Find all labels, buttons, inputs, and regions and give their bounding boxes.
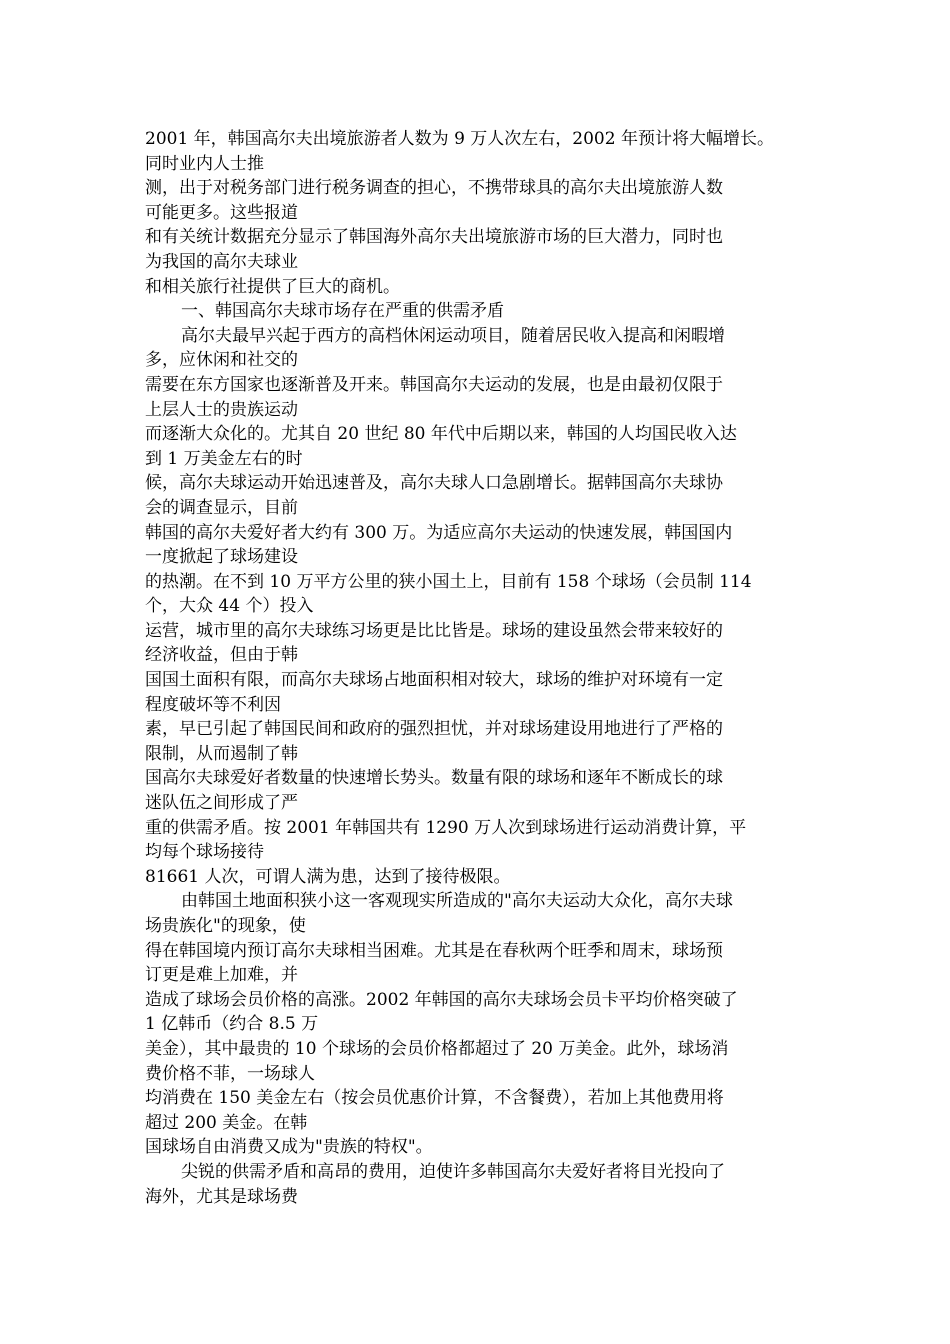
text-line: 上层人士的贵族运动 — [145, 399, 298, 420]
text-line: 得在韩国境内预订高尔夫球相当困难。尤其是在春秋两个旺季和周末，球场预 — [145, 940, 723, 961]
text-line: 迷队伍之间形成了严 — [145, 793, 298, 814]
text-line: 均消费在 150 美金左右（按会员优惠价计算，不含餐费），若加上其他费用将 — [145, 1088, 724, 1109]
text-line: 同时业内人士推 — [145, 153, 264, 174]
paragraph-start-line: 高尔夫最早兴起于西方的高档休闲运动项目，随着居民收入提高和闲暇增 — [181, 325, 725, 346]
text-line: 素，早已引起了韩国民间和政府的强烈担忧，并对球场建设用地进行了严格的 — [145, 719, 723, 740]
text-line: 国球场自由消费又成为"贵族的特权"。 — [145, 1137, 433, 1158]
text-line: 限制，从而遏制了韩 — [145, 743, 298, 764]
text-line: 订更是难上加难，并 — [145, 965, 298, 986]
text-line: 韩国的高尔夫爱好者大约有 300 万。为适应高尔夫运动的快速发展，韩国国内 — [145, 522, 733, 543]
text-line: 美金），其中最贵的 10 个球场的会员价格都超过了 20 万美金。此外，球场消 — [145, 1038, 729, 1059]
text-line: 1 亿韩币（约合 8.5 万 — [145, 1014, 319, 1035]
text-line: 为我国的高尔夫球业 — [145, 251, 298, 272]
paragraph-start-line: 由韩国土地面积狭小这一客观现实所造成的"高尔夫运动大众化，高尔夫球 — [181, 891, 733, 912]
text-line: 可能更多。这些报道 — [145, 202, 298, 223]
text-line: 候，高尔夫球运动开始迅速普及，高尔夫球人口急剧增长。据韩国高尔夫球协 — [145, 473, 723, 494]
text-line: 费价格不菲，一场球人 — [145, 1063, 315, 1084]
text-line: 2001 年，韩国高尔夫出境旅游者人数为 9 万人次左右，2002 年预计将大幅增长。 — [145, 129, 774, 149]
text-line: 程度破坏等不利因 — [145, 694, 281, 715]
text-line: 重的供需矛盾。按 2001 年韩国共有 1290 万人次到球场进行运动消费计算，平 — [145, 817, 747, 838]
paragraph-start-line: 尖锐的供需矛盾和高昂的费用，迫使许多韩国高尔夫爱好者将目光投向了 — [181, 1161, 725, 1182]
text-line: 到 1 万美金左右的时 — [145, 448, 303, 469]
text-line: 国高尔夫球爱好者数量的快速增长势头。数量有限的球场和逐年不断成长的球 — [145, 768, 723, 789]
text-line: 多，应休闲和社交的 — [145, 350, 298, 371]
text-line: 超过 200 美金。在韩 — [145, 1112, 308, 1133]
text-line: 一度掀起了球场建设 — [145, 547, 298, 568]
text-line: 国国土面积有限，而高尔夫球场占地面积相对较大，球场的维护对环境有一定 — [145, 670, 723, 691]
text-line: 海外，尤其是球场费 — [145, 1186, 298, 1207]
text-line: 个，大众 44 个）投入 — [145, 596, 314, 617]
text-line: 和相关旅行社提供了巨大的商机。 — [145, 276, 400, 297]
text-line: 而逐渐大众化的。尤其自 20 世纪 80 年代中后期以来，韩国的人均国民收入达 — [145, 424, 737, 445]
text-line: 需要在东方国家也逐渐普及开来。韩国高尔夫运动的发展，也是由最初仅限于 — [145, 374, 723, 395]
text-line: 和有关统计数据充分显示了韩国海外高尔夫出境旅游市场的巨大潜力，同时也 — [145, 227, 723, 248]
text-line: 均每个球场接待 — [145, 842, 264, 863]
text-line: 的热潮。在不到 10 万平方公里的狭小国土上，目前有 158 个球场（会员制 114 — [145, 571, 752, 592]
text-line: 经济收益，但由于韩 — [145, 645, 298, 666]
section-heading: 一、韩国高尔夫球市场存在严重的供需矛盾 — [181, 301, 504, 322]
text-line: 造成了球场会员价格的高涨。2002 年韩国的高尔夫球场会员卡平均价格突破了 — [145, 989, 738, 1010]
text-line: 会的调查显示，目前 — [145, 497, 298, 518]
text-line: 测，出于对税务部门进行税务调查的担心，不携带球具的高尔夫出境旅游人数 — [145, 178, 723, 199]
text-line: 81661 人次，可谓人满为患，达到了接待极限。 — [145, 866, 511, 887]
text-line: 运营，城市里的高尔夫球练习场更是比比皆是。球场的建设虽然会带来较好的 — [145, 620, 723, 641]
document-body — [145, 127, 825, 1209]
text-line: 场贵族化"的现象，使 — [145, 916, 306, 936]
